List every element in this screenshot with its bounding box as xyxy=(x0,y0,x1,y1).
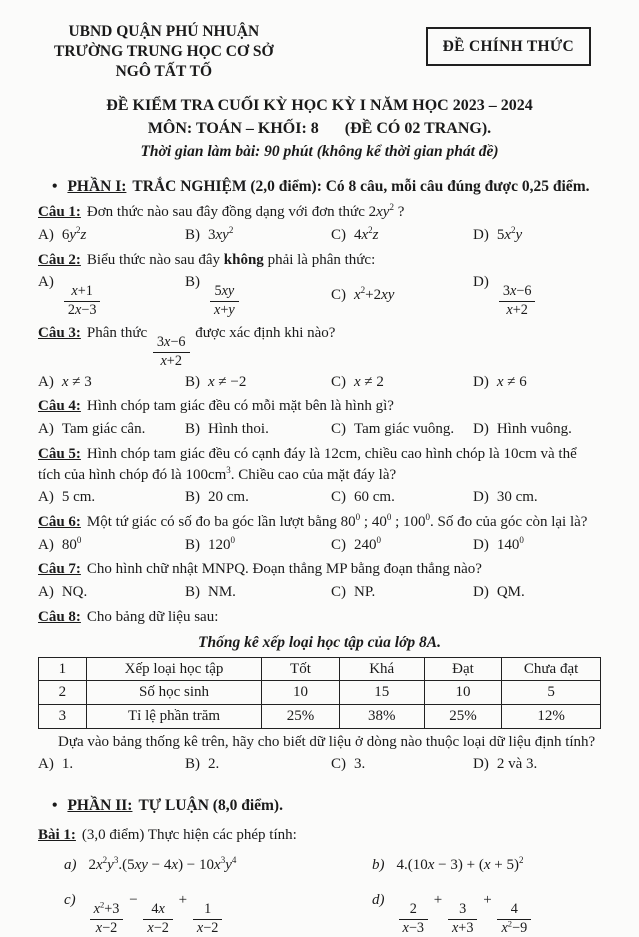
option-a: A) Tam giác cân. xyxy=(38,421,146,438)
table-cell: 3 xyxy=(39,705,87,729)
question-7-options xyxy=(38,582,601,603)
option-d: D) Hình vuông. xyxy=(473,421,572,438)
question-1 xyxy=(38,202,601,245)
question-3-options xyxy=(38,372,601,393)
option-c: C) x ≠ 2 xyxy=(331,373,384,390)
official-exam-stamp: ĐỀ CHÍNH THỨC xyxy=(426,27,591,66)
question-label: Câu 2: xyxy=(38,251,81,268)
question-7 xyxy=(38,559,601,602)
question-label: Câu 6: xyxy=(38,513,81,530)
table-cell: Khá xyxy=(339,657,424,681)
table-cell: 15 xyxy=(339,681,424,705)
part1-label: PHẦN I: xyxy=(67,177,127,195)
question-6-options xyxy=(38,535,601,556)
table-cell: 25% xyxy=(424,705,501,729)
option-b: B) $3xy^2$ xyxy=(185,224,234,243)
table-cell: 2 xyxy=(39,681,87,705)
table-cell: Tỉ lệ phần trăm xyxy=(86,705,261,729)
question-label: Câu 5: xyxy=(38,445,81,462)
table-cell: Đạt xyxy=(424,657,501,681)
question-5 xyxy=(38,444,601,508)
exercise-label: Bài 1: xyxy=(38,826,76,843)
exercise-1 xyxy=(38,825,601,937)
option-c: C) $240^0$ xyxy=(331,534,381,553)
org-line-district: UBND QUẬN PHÚ NHUẬN xyxy=(68,23,260,40)
page-count-note: (ĐỀ CÓ 02 TRANG). xyxy=(344,120,492,138)
question-label: Câu 7: xyxy=(38,561,81,578)
option-a: A) 5 cm. xyxy=(38,489,96,506)
question-text: Phân thức $\frac{3x-6}{x+2}$ được xác định khi nào? xyxy=(86,325,336,369)
question-text: Hình chóp tam giác đều có mỗi mặt bên là hình gì? xyxy=(86,398,394,415)
issuing-organization xyxy=(54,22,274,82)
table-cell: 10 xyxy=(424,681,501,705)
part1-heading xyxy=(52,176,601,197)
question-text: Hình chóp tam giác đều có cạnh đáy là 12cm, chiều cao hình chóp là 10cm và thể tích của hình chóp đó là $100cm^3$. Chiều cao của mặt đáy là? xyxy=(38,445,577,483)
option-c: C) $x^2+2xy$ xyxy=(331,285,395,304)
math-expression: $4.(10x - 3) + (x + 5)^2$ xyxy=(396,855,524,874)
option-b: B) $\frac{5xy}{x+y}$ xyxy=(185,272,331,319)
table-row-2 xyxy=(39,681,601,705)
option-c: C) 60 cm. xyxy=(331,489,395,506)
question-3 xyxy=(38,323,601,392)
question-text: Biểu thức nào sau đây không phải là phân thức: xyxy=(86,251,376,268)
table-cell: 25% xyxy=(262,705,339,729)
question-1-options xyxy=(38,225,601,246)
option-a: A) $6y^2z$ xyxy=(38,224,87,243)
option-b: B) Hình thoi. xyxy=(185,421,269,438)
org-line-school-type: TRƯỜNG TRUNG HỌC CƠ SỞ xyxy=(54,43,274,61)
option-d: D) $5x^2y$ xyxy=(473,224,523,243)
option-d: D) 2 và 3. xyxy=(473,756,538,773)
option-c: C) $4x^2z$ xyxy=(331,224,379,243)
exercise-text: (3,0 điểm) Thực hiện các phép tính: xyxy=(81,826,297,843)
option-d: D) x ≠ 6 xyxy=(473,373,527,390)
org-line-school-name: NGÔ TẤT TỐ xyxy=(115,63,213,81)
table-cell: Tốt xyxy=(262,657,339,681)
exercise-items xyxy=(64,855,601,936)
table-cell: 38% xyxy=(339,705,424,729)
part2-title: TỰ LUẬN (8,0 điểm). xyxy=(138,797,283,815)
bullet-icon: • xyxy=(52,797,58,815)
exercise-item-a: a) $2x^2y^3.(5xy - 4x) - 10x^3y^4$ xyxy=(64,855,237,874)
question-label: Câu 4: xyxy=(38,398,81,415)
option-d: D) $140^0$ xyxy=(473,534,524,553)
exercise-item-c: c) $\frac{x^2+3}{x-2}$ − $\frac{4x}{x-2}$ + $\frac{1}{x-2}$ xyxy=(64,890,372,937)
option-d: D) QM. xyxy=(473,583,525,600)
option-c: C) 3. xyxy=(331,756,366,773)
table-row-3 xyxy=(39,705,601,729)
statistics-table xyxy=(38,657,601,729)
table-cell: 1 xyxy=(39,657,87,681)
option-c: C) Tam giác vuông. xyxy=(331,421,455,438)
option-a: A) $\frac{x+1}{2x-3}$ xyxy=(38,272,185,319)
option-c: C) NP. xyxy=(331,583,376,600)
bullet-icon: • xyxy=(52,177,58,195)
option-b: B) NM. xyxy=(185,583,236,600)
subject-grade: MÔN: TOÁN – KHỐI: 8 xyxy=(147,120,319,138)
option-a: A) NQ. xyxy=(38,583,88,600)
math-expression: $\frac{2}{x-3}$ + $\frac{3}{x+3}$ + $\frac{4}{x^2-9}$ xyxy=(397,892,534,908)
question-2-options xyxy=(38,272,601,319)
table-cell: 5 xyxy=(502,681,601,705)
exercise-item-d: d) $\frac{2}{x-3}$ + $\frac{3}{x+3}$ + $\frac{4}{x^2-9}$ xyxy=(372,890,601,937)
table-cell: Số học sinh xyxy=(86,681,261,705)
option-b: B) 2. xyxy=(185,756,220,773)
table-cell: 12% xyxy=(502,705,601,729)
part1-title: TRẮC NGHIỆM (2,0 điểm): Có 8 câu, mỗi câu đúng được 0,25 điểm. xyxy=(132,177,590,195)
question-2 xyxy=(38,250,601,319)
table-cell: 10 xyxy=(262,681,339,705)
exam-title-block xyxy=(38,95,601,162)
math-expression: $\frac{x^2+3}{x-2}$ − $\frac{4x}{x-2}$ + $\frac{1}{x-2}$ xyxy=(88,892,225,908)
question-text: Đơn thức nào sau đây đồng dạng với đơn thức $2xy^2$ ? xyxy=(86,202,405,221)
question-8-note: Dựa vào bảng thống kê trên, hãy cho biết dữ liệu ở dòng nào thuộc loại dữ liệu định tính? xyxy=(58,733,596,750)
question-4-options xyxy=(38,419,601,440)
option-b: B) x ≠ −2 xyxy=(185,373,247,390)
question-text: Cho bảng dữ liệu sau: xyxy=(86,608,219,625)
exercise-item-b: b) $4.(10x - 3) + (x + 5)^2$ xyxy=(372,855,524,874)
option-d: D) 30 cm. xyxy=(473,489,538,506)
question-text: Một tứ giác có số đo ba góc lần lượt bằng $80^0$ ; $40^0$ ; $100^0$. Số đo của góc còn lại là? xyxy=(86,511,588,530)
question-label: Câu 3: xyxy=(38,325,81,342)
question-8-options xyxy=(38,754,601,775)
question-5-options xyxy=(38,487,601,508)
exam-title: ĐỀ KIỂM TRA CUỐI KỲ HỌC KỲ I NĂM HỌC 2023 – 2024 xyxy=(106,97,533,115)
exam-subject-line xyxy=(38,118,601,141)
question-6 xyxy=(38,512,601,555)
option-a: A) $80^0$ xyxy=(38,534,82,553)
table-caption: Thống kê xếp loại học tập của lớp 8A. xyxy=(198,634,441,652)
math-expression: $2x^2y^3.(5xy - 4x) - 10x^3y^4$ xyxy=(88,855,237,874)
option-a: A) 1. xyxy=(38,756,74,773)
table-row-1 xyxy=(39,657,601,681)
option-a: A) x ≠ 3 xyxy=(38,373,92,390)
exam-duration: Thời gian làm bài: 90 phút (không kể thời gian phát đề) xyxy=(140,142,499,160)
part2-heading xyxy=(52,795,601,816)
table-cell: Xếp loại học tập xyxy=(86,657,261,681)
option-b: B) $120^0$ xyxy=(185,534,235,553)
part2-label: PHẦN II: xyxy=(67,797,133,815)
question-text: Cho hình chữ nhật MNPQ. Đoạn thẳng MP bằng đoạn thẳng nào? xyxy=(86,561,482,578)
question-label: Câu 8: xyxy=(38,608,81,625)
option-d: D) $\frac{3x-6}{x+2}$ xyxy=(473,272,601,319)
question-8 xyxy=(38,607,601,776)
question-4 xyxy=(38,396,601,439)
question-label: Câu 1: xyxy=(38,204,81,221)
table-cell: Chưa đạt xyxy=(502,657,601,681)
document-header xyxy=(38,22,601,82)
option-b: B) 20 cm. xyxy=(185,489,249,506)
